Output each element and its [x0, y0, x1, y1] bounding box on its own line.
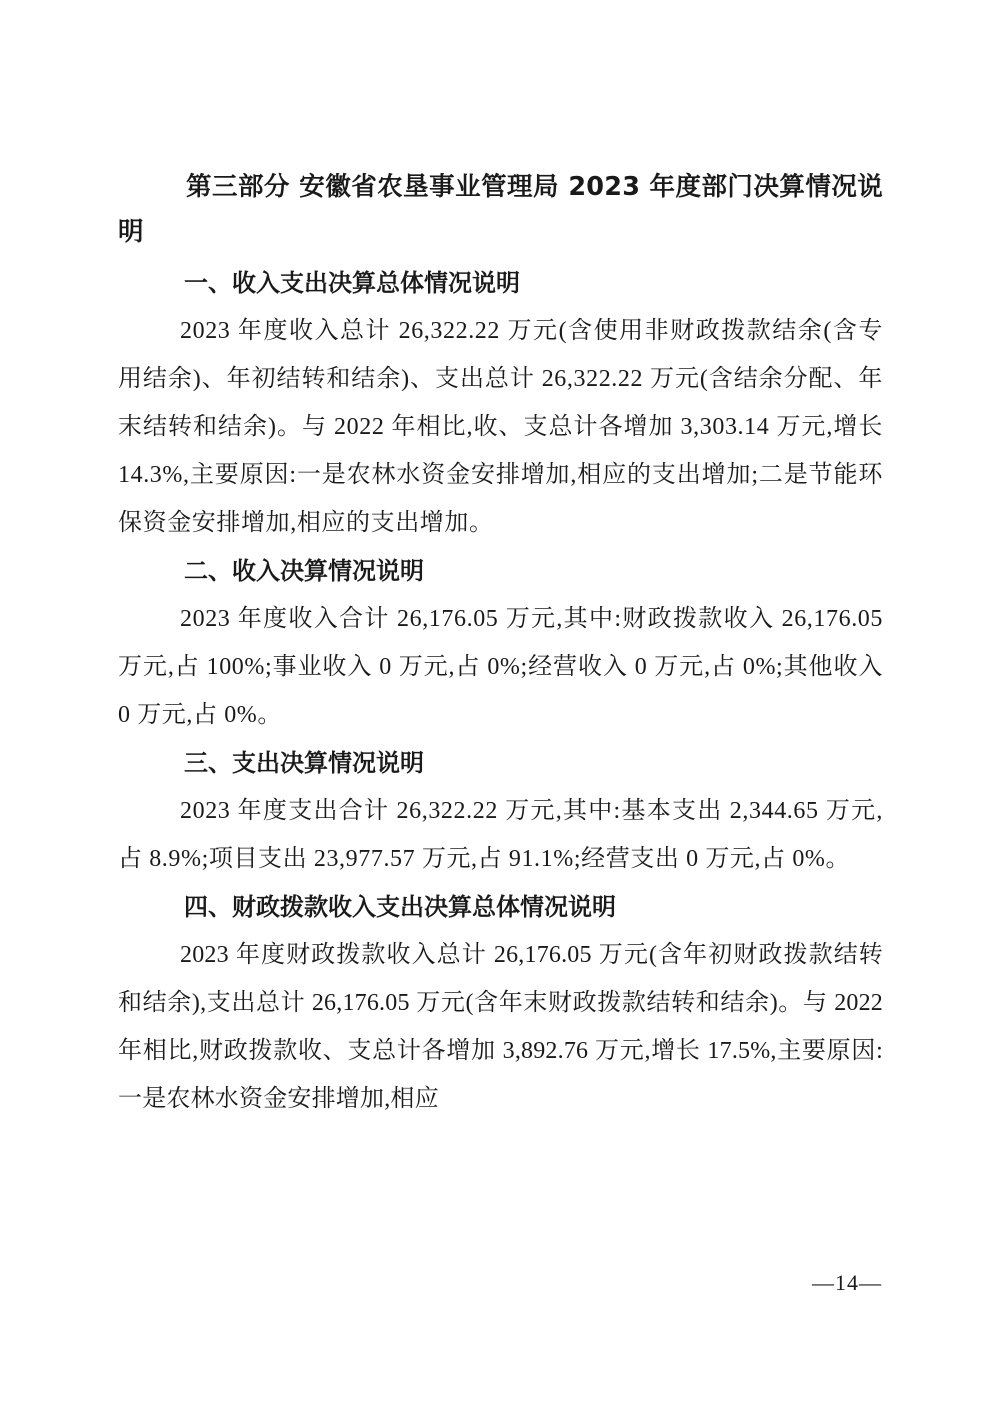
section-heading-2: 二、收入决算情况说明: [184, 557, 424, 585]
section-paragraph-4: 2023 年度财政拨款收入总计 26,176.05 万元(含年初财政拨款结转和结余),支出总计 26,176.05 万元(含年末财政拨款结转和结余)。与 2022 年相比,财政拨款收、支总计各增加 3,892.76 万元,增长 17.5%,主要原因:一是农林水资金安排增加,相应: [118, 942, 883, 1112]
section-heading-3: 三、支出决算情况说明: [184, 749, 424, 777]
page-title: 第三部分 安徽省农垦事业管理局 2023 年度部门决算情况说明: [118, 172, 883, 247]
section-heading-4: 四、财政拨款收入支出决算总体情况说明: [184, 893, 616, 921]
section-paragraph-3: 2023 年度支出合计 26,322.22 万元,其中:基本支出 2,344.65 万元,占 8.9%;项目支出 23,977.57 万元,占 91.1%;经营支出 0 万元,占 0%。: [118, 798, 883, 872]
section-heading-1: 一、收入支出决算总体情况说明: [184, 269, 520, 297]
section-paragraph-1: 2023 年度收入总计 26,322.22 万元(含使用非财政拨款结余(含专用结余)、年初结转和结余)、支出总计 26,322.22 万元(含结余分配、年末结转和结余)。与 2022 年相比,收、支总计各增加 3,303.14 万元,增长 14.3%,主要原因:一是农林水资金安排增加,相应的支出增加;二是节能环保资金安排增加,相应的支出增加。: [118, 318, 883, 536]
page-number: —14—: [812, 1270, 882, 1295]
section-paragraph-2: 2023 年度收入合计 26,176.05 万元,其中:财政拨款收入 26,176.05 万元,占 100%;事业收入 0 万元,占 0%;经营收入 0 万元,占 0%;其他收入 0 万元,占 0%。: [118, 606, 883, 728]
document-body: [118, 165, 883, 1123]
